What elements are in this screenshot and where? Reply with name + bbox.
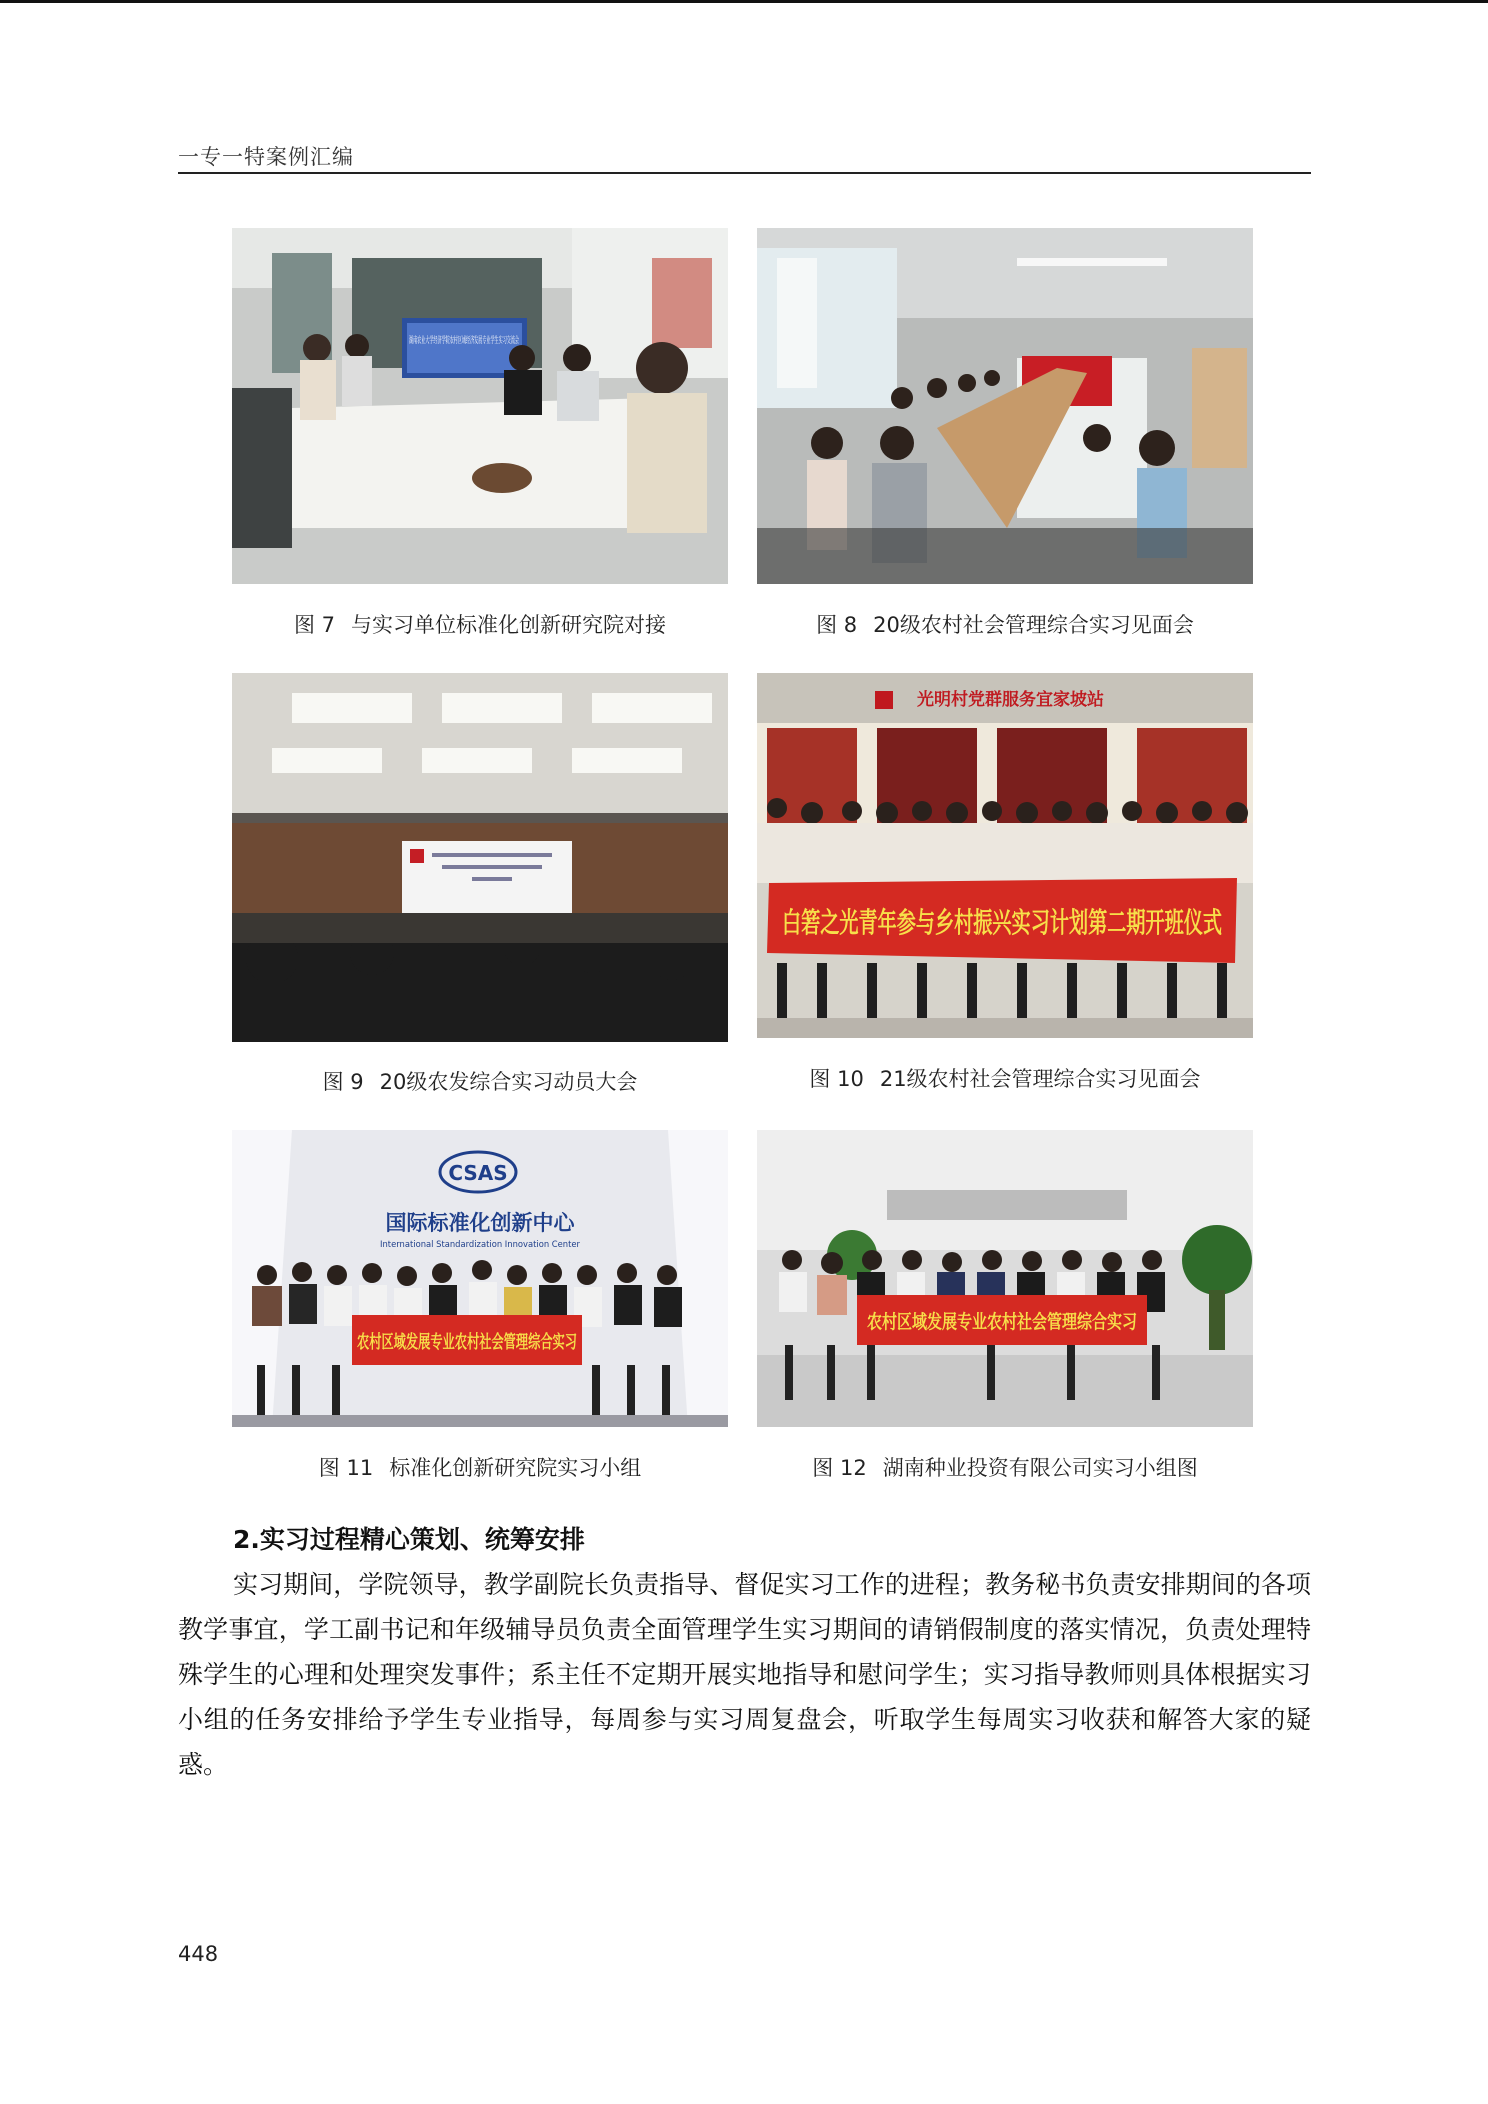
caption-figure-8-number: 图 8	[816, 613, 858, 637]
photo-figure-12	[757, 1130, 1253, 1427]
caption-figure-12	[757, 1452, 1253, 1482]
caption-figure-9-number: 图 9	[322, 1070, 364, 1094]
caption-figure-8-text: 20级农村社会管理综合实习见面会	[873, 613, 1194, 637]
photo-figure-10	[757, 673, 1253, 1038]
running-header: 一专一特案例汇编	[178, 145, 354, 169]
figure-7-screen-text	[409, 334, 519, 346]
figure-11-banner-text: 农村区域发展专业农村社会管理综合实习	[357, 1332, 681, 1353]
figure-11-logo-text: CSAS	[448, 1161, 508, 1185]
caption-figure-12-text: 湖南种业投资有限公司实习小组图	[882, 1456, 1198, 1480]
section-heading: 2.实习过程精心策划、统筹安排	[233, 1525, 585, 1554]
photo-figure-11	[232, 1130, 728, 1427]
caption-figure-10-text: 21级农村社会管理综合实习见面会	[879, 1067, 1201, 1091]
caption-figure-9-text: 20级农发综合实习动员大会	[379, 1070, 638, 1094]
caption-figure-7-text: 与实习单位标准化创新研究院对接	[351, 613, 667, 637]
caption-figure-11-text: 标准化创新研究院实习小组	[389, 1456, 642, 1480]
page-number: 448	[178, 1942, 219, 1966]
caption-figure-10	[757, 1063, 1253, 1093]
photo-figure-8	[757, 228, 1253, 584]
figure-10-sign-text: 光明村党群服务宜家坡站	[917, 690, 1104, 710]
photo-figure-9	[232, 673, 728, 1042]
figure-12-banner-text: 农村区域发展专业农村社会管理综合实习	[867, 1311, 1210, 1333]
figure-11-wall-title: 国际标准化创新中心	[385, 1211, 575, 1235]
figure-10-banner-text: 白箬之光青年参与乡村振兴实习计划第二期开班仪式	[782, 906, 1222, 939]
figure-11-wall-subtitle: International Standardization Innovation Center	[380, 1240, 581, 1250]
caption-figure-7	[232, 609, 728, 639]
body-paragraph: 实习期间，学院领导，教学副院长负责指导、督促实习工作的进程；教务秘书负责安排期间的各项教学事宜，学工副书记和年级辅导员负责全面管理学生实习期间的请销假制度的落实情况，负责处理特殊学生的心理和处理突发事件；系主任不定期开展实地指导和慰问学生；实习指导教师则具体根据实习小组的任务安排给予学生专业指导，每周参与实习周复盘会，听取学生每周实习收获和解答大家的疑惑。	[178, 1570, 1311, 1779]
caption-figure-8	[757, 609, 1253, 639]
caption-figure-11-number: 图 11	[318, 1456, 374, 1480]
caption-figure-11	[232, 1452, 728, 1482]
header-rule	[178, 172, 1311, 174]
caption-figure-9	[232, 1066, 728, 1096]
caption-figure-10-number: 图 10	[809, 1067, 864, 1091]
photo-figure-7	[232, 228, 728, 584]
top-border	[0, 0, 1488, 3]
caption-figure-12-number: 图 12	[812, 1456, 867, 1480]
caption-figure-7-number: 图 7	[293, 613, 336, 637]
